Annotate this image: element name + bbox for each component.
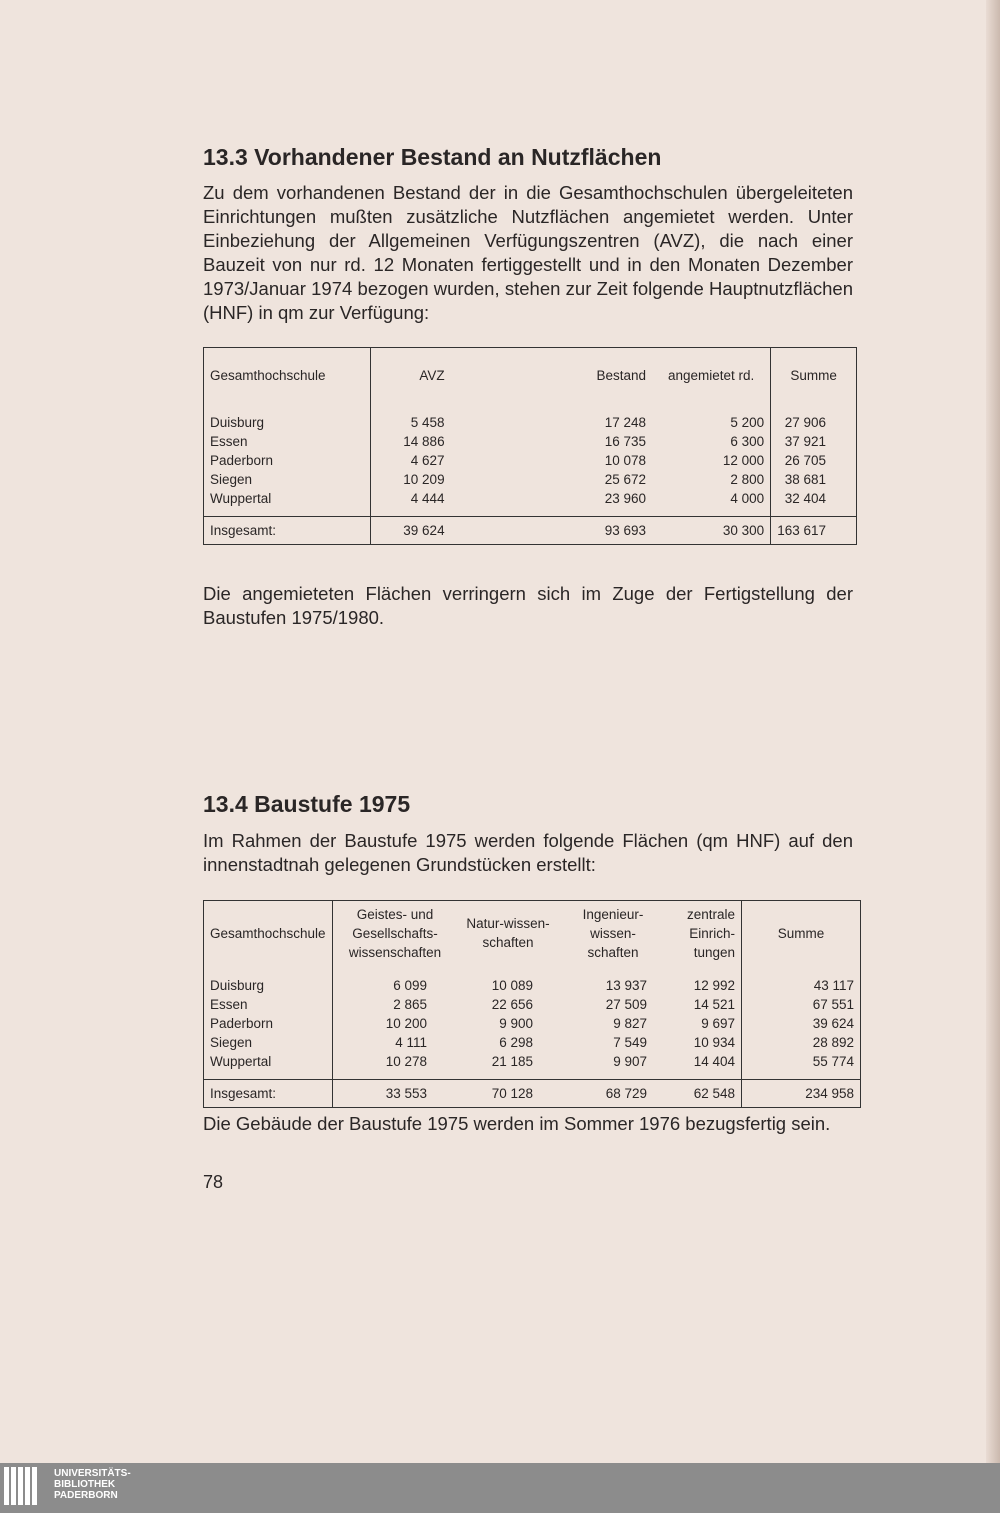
table-row [204,1033,861,1052]
page-edge-shadow [986,0,1000,1463]
row-label: Siegen [210,1035,253,1050]
cell-value: 14 404 [693,1054,735,1069]
col-header: zentrale Einrich-tungen [686,906,735,960]
cell-value: 26 705 [771,451,857,470]
cell-value: 10 200 [333,1014,458,1033]
cell-value: 5 458 [371,403,545,432]
col-header: angemietet rd. [667,367,755,383]
cell-value: 22 656 [491,997,533,1012]
cell-value: 38 681 [771,470,857,489]
logo-line: BIBLIOTHEK [54,1479,116,1490]
col-header: Gesamthochschule [210,367,326,383]
page-number: 78 [203,1172,224,1192]
cell-value: 9 827 [613,1016,647,1031]
table-row [204,489,857,517]
cell-value: 10 209 [371,470,545,489]
col-header: Bestand [596,367,647,383]
section-heading-13-3: 13.3 Vorhandener Bestand an Nutzflächen [203,144,662,170]
cell-value: 39 624 [742,1014,861,1033]
table-row [204,995,861,1014]
cell-value: 37 921 [771,432,857,451]
cell-value: 6 099 [333,966,458,995]
total-value: 30 300 [652,516,771,544]
cell-value: 10 078 [604,452,647,468]
section-13-3-intro: Zu dem vorhandenen Bestand der in die Gesamthochschulen übergeleiteten Einrichtungen mußten zusätzliche Nutzflächen angemietet werden. Unter Einbeziehung der Allgemeinen Verfügungszentren (AVZ), die nach einer Bauzeit von nur rd. 12 Monaten fertiggestellt und in den Monaten Dezember 1973/Januar 1974 bezogen wurden, stehen zur Zeit folgende Hauptnutzflächen (HNF) in qm zur Verfügung: [203,182,853,323]
cell-value: 67 551 [742,995,861,1014]
col-header: Summe [771,348,857,403]
total-label: Insgesamt: [204,516,371,544]
row-label: Paderborn [210,452,274,468]
cell-value: 43 117 [742,966,861,995]
library-footer [0,1463,1000,1513]
cell-value: 6 298 [499,1035,533,1050]
row-label: Wuppertal [210,490,272,506]
construction-phase-table [203,900,861,1109]
cell-value: 10 934 [693,1035,735,1050]
logo-line: PADERBORN [54,1490,118,1501]
cell-value: 17 248 [604,414,647,430]
cell-value: 16 735 [604,433,647,449]
cell-value: 4 111 [333,1033,458,1052]
cell-value: 9 697 [701,1016,735,1031]
table-row [204,432,857,451]
cell-value: 10 089 [491,978,533,993]
total-value: 93 693 [545,516,652,544]
total-row [204,516,857,544]
total-value: 70 128 [457,1080,559,1108]
col-header: Summe [742,900,861,966]
cell-value: 27 906 [771,403,857,432]
table-row [204,1052,861,1080]
total-value: 39 624 [371,516,545,544]
row-label: Essen [210,433,248,449]
cell-value: 21 185 [491,1054,533,1069]
table-row [204,966,861,995]
total-value: 33 553 [333,1080,458,1108]
section-heading-13-4: 13.4 Baustufe 1975 [203,790,411,817]
logo-line: UNIVERSITÄTS- [54,1468,131,1479]
cell-value: 5 200 [730,414,765,430]
row-label: Paderborn [210,1016,274,1031]
cell-value: 4 000 [730,490,765,506]
existing-space-table [203,347,857,545]
total-value: 68 729 [559,1080,667,1108]
cell-value: 28 892 [742,1033,861,1052]
col-header: Geistes- und Gesellschafts-wissenschaften [333,900,458,966]
cell-value: 10 278 [333,1052,458,1080]
table-row [204,451,857,470]
total-label: Insgesamt: [204,1080,333,1108]
total-value: 62 548 [667,1080,742,1108]
cell-value: 14 886 [371,432,545,451]
cell-value: 32 404 [771,489,857,517]
col-header: Natur-wissen-schaften [466,916,550,951]
cell-value: 23 960 [604,490,647,506]
row-label: Duisburg [210,978,265,993]
cell-value: 4 627 [371,451,545,470]
cell-value: 55 774 [742,1052,861,1080]
cell-value: 6 300 [730,433,765,449]
section-13-4-outro: Die Gebäude der Baustufe 1975 werden im Sommer 1976 bezugsfertig sein. [203,1113,831,1134]
section-13-4-intro: Im Rahmen der Baustufe 1975 werden folgende Flächen (qm HNF) auf den innenstadtnah gelegenen Grundstücken erstellt: [203,829,853,875]
row-label: Siegen [210,471,253,487]
cell-value: 2 865 [333,995,458,1014]
table-row [204,1014,861,1033]
cell-value: 2 800 [730,471,765,487]
total-value: 234 958 [742,1080,861,1108]
section-13-3-outro: Die angemieteten Flächen verringern sich im Zuge der Fertigstellung der Baustufen 1975/1980. [203,582,853,628]
cell-value: 12 000 [722,452,765,468]
row-label: Essen [210,997,248,1012]
cell-value: 12 992 [693,978,735,993]
cell-value: 4 444 [371,489,545,517]
col-header: Gesamthochschule [210,925,326,941]
cell-value: 25 672 [604,471,647,487]
cell-value: 9 907 [613,1054,647,1069]
col-header: AVZ [371,348,545,403]
total-value: 163 617 [771,516,857,544]
cell-value: 9 900 [499,1016,533,1031]
total-row [204,1080,861,1108]
library-logo-icon [4,1467,37,1505]
col-header: Ingenieur-wissen-schaften [582,906,644,960]
library-logo-text [54,1468,131,1501]
row-label: Wuppertal [210,1054,272,1069]
table-row [204,470,857,489]
row-label: Duisburg [210,414,265,430]
cell-value: 27 509 [605,997,647,1012]
table-row [204,403,857,432]
cell-value: 13 937 [605,978,647,993]
cell-value: 7 549 [613,1035,647,1050]
cell-value: 14 521 [693,997,735,1012]
